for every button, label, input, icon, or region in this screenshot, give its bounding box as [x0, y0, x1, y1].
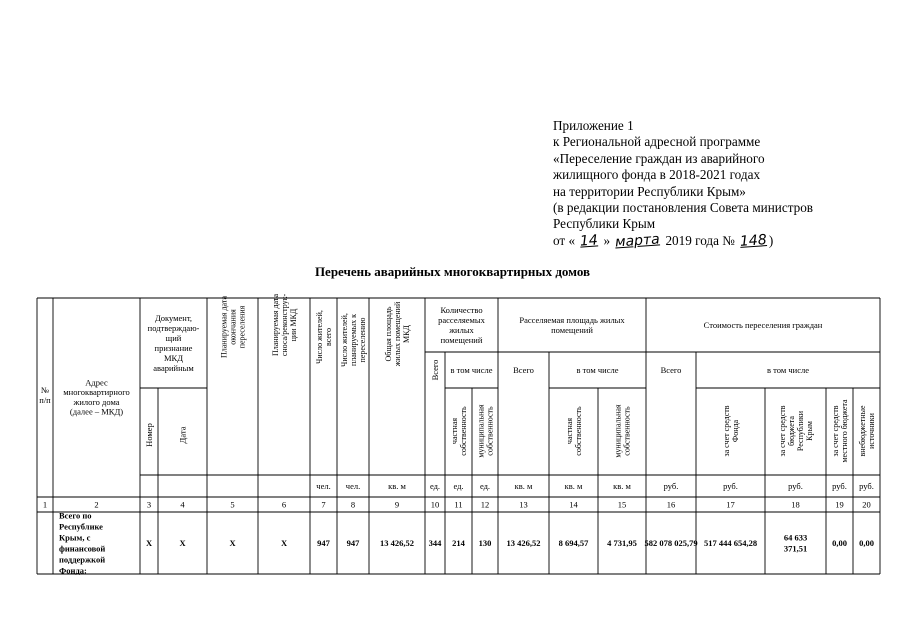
table-cell-text: Всего [660, 364, 682, 375]
appendix-line: Приложение 1 [553, 118, 634, 133]
date-mid: » [603, 232, 611, 248]
table-cell-text: руб. [723, 480, 738, 491]
table-cell-text: 0,00 [859, 537, 874, 548]
table-cell-text: 5 [230, 499, 235, 510]
appendix-line: к Региональной адресной программе [553, 134, 761, 150]
table-cell-text: 19 [835, 499, 844, 510]
table-cell-text: Номер [143, 423, 154, 447]
table-cell-text: Общая площадьжилых помещенийМКД [383, 301, 411, 367]
table-cell-text: руб. [832, 480, 847, 491]
table-cell-text: X [179, 537, 186, 548]
table-cell-text: чел. [345, 480, 361, 491]
table-cell-text: руб. [663, 480, 679, 491]
table-cell-text: ед. [479, 480, 491, 491]
table-cell-text: руб. [788, 480, 803, 491]
appendix-line: жилищного фонда в 2018-2021 годах [553, 167, 761, 183]
table-cell-text: № п/п [39, 385, 51, 405]
table-cell-text: 6 [281, 499, 287, 510]
table-cell-text: кв. м [564, 480, 583, 491]
table-cell-text: Число жителей,планируемых кпереселению [339, 313, 367, 367]
table-cell-text: X [280, 537, 288, 548]
table-cell-text: 9 [394, 499, 400, 510]
table-cell-text: Число жителей,всего [314, 310, 333, 364]
table-cell-text: Стоимость переселения граждан [703, 319, 823, 330]
table-cell-text: в том числе [576, 364, 619, 375]
table-cell-text: 8 [350, 499, 356, 510]
table-cell-text: 7 [321, 499, 326, 510]
table-cell-text: Документ, подтверждаю-щий признание МКД аварийным [147, 312, 200, 373]
table-cell-text: 12 [480, 499, 490, 510]
appendix-line: на территории Республики Крым» [553, 183, 746, 199]
table-cell-text: муниципальнаясобственность [476, 404, 495, 458]
table-cell-text: чел. [316, 480, 331, 491]
table-cell-text: 64 633 371,51 [783, 532, 808, 554]
table-cell-text: муниципальнаясобственность [613, 404, 632, 458]
table-cell-text: Дата [177, 426, 188, 444]
table-cell-text: Планируемая датаокончанияпереселения [219, 295, 247, 359]
table-cell-text: 0,00 [832, 537, 847, 548]
table-cell-text: 13 [519, 499, 528, 510]
table-cell-text: 20 [862, 499, 871, 510]
table-cell-text: 13 426,52 [380, 537, 414, 548]
table-cell-text: Адрес многоквартирного жилого дома (далее – МКД) [63, 377, 130, 417]
table-cell-text: Планируемая датасноса/реконструк-ции МКД [270, 293, 298, 357]
table-cell-text: 15 [617, 499, 627, 510]
table-cell-text: кв. м [514, 480, 533, 491]
table-cell-text: ед. [429, 480, 441, 491]
table-cell-text: частнаясобственность [449, 406, 468, 456]
appendix-line: «Переселение граждан из аварийного [553, 150, 765, 166]
table-cell-text: ед. [453, 480, 464, 491]
table-cell-text: 344 [428, 537, 442, 548]
handwritten-number: 148 [739, 231, 768, 250]
table-cell-text: 582 078 025,79 [644, 537, 698, 548]
appendix-line: Республики Крым [553, 216, 656, 232]
table-cell-text: Количество расселяемых жилых помещений [438, 304, 485, 345]
table-cell-text: 11 [454, 499, 463, 510]
table-cell-text: X [145, 537, 153, 548]
table-cell-text: 4 [180, 499, 185, 510]
table-cell-text: за счет средствбюджетаРеспубликиКрым [777, 405, 814, 457]
table-cell-text: 4 731,95 [607, 537, 637, 548]
table-cell-text: 947 [346, 537, 360, 548]
table-cell-text: кв. м [388, 480, 406, 491]
table-cell-text: 2 [94, 499, 99, 510]
table-cell-text: 3 [146, 499, 152, 510]
date-prefix: от « [553, 232, 576, 248]
table-cell-text: 13 426,52 [506, 537, 541, 548]
table-cell-text: 16 [666, 499, 676, 510]
table-cell-text: 214 [452, 537, 465, 548]
table-cell-text: 517 444 654,28 [703, 537, 758, 548]
table-cell-text: 130 [478, 537, 492, 548]
table-cell-text: 8 694,57 [558, 537, 589, 548]
date-close: ) [768, 232, 774, 248]
table-cell-text: 14 [569, 499, 578, 510]
table-cell-text: Расселяемая площадь жилых помещений [519, 314, 625, 335]
table-cell-text: в том числе [450, 364, 493, 375]
table-cell-text: Всего [513, 364, 534, 375]
table-cell-text: внебюджетныеисточники [857, 405, 876, 457]
table-cell-text: 1 [42, 499, 48, 510]
table-cell-text: за счет средствместного бюджета [830, 399, 849, 463]
table-cell-text: за счет средствФонда [721, 405, 740, 457]
table-cell-text: в том числе [767, 364, 809, 375]
table-text [39, 293, 876, 575]
table-cell-text: 17 [726, 499, 735, 510]
table-cell-text: руб. [859, 480, 874, 491]
handwritten-day: 14 [579, 232, 599, 250]
table-cell-text: Всего [429, 359, 440, 381]
table-cell-text: 947 [317, 537, 330, 548]
table-cell-text: 10 [430, 499, 440, 510]
table-cell-text: 18 [791, 499, 800, 510]
document-title: Перечень аварийных многоквартирных домов [314, 264, 591, 279]
date-year-text: 2019 года № [665, 232, 735, 248]
handwritten-month: марта [614, 231, 661, 251]
table-cell-text: X [229, 537, 236, 548]
table-cell-text: кв. м [613, 480, 631, 491]
appendix-line: (в редакции постановления Совета министров [553, 200, 814, 216]
table-cell-text: частнаясобственность [564, 406, 583, 456]
table-cell-text: Всего по Республике Крым, с финансовой поддержкой Фонда: [59, 510, 106, 576]
